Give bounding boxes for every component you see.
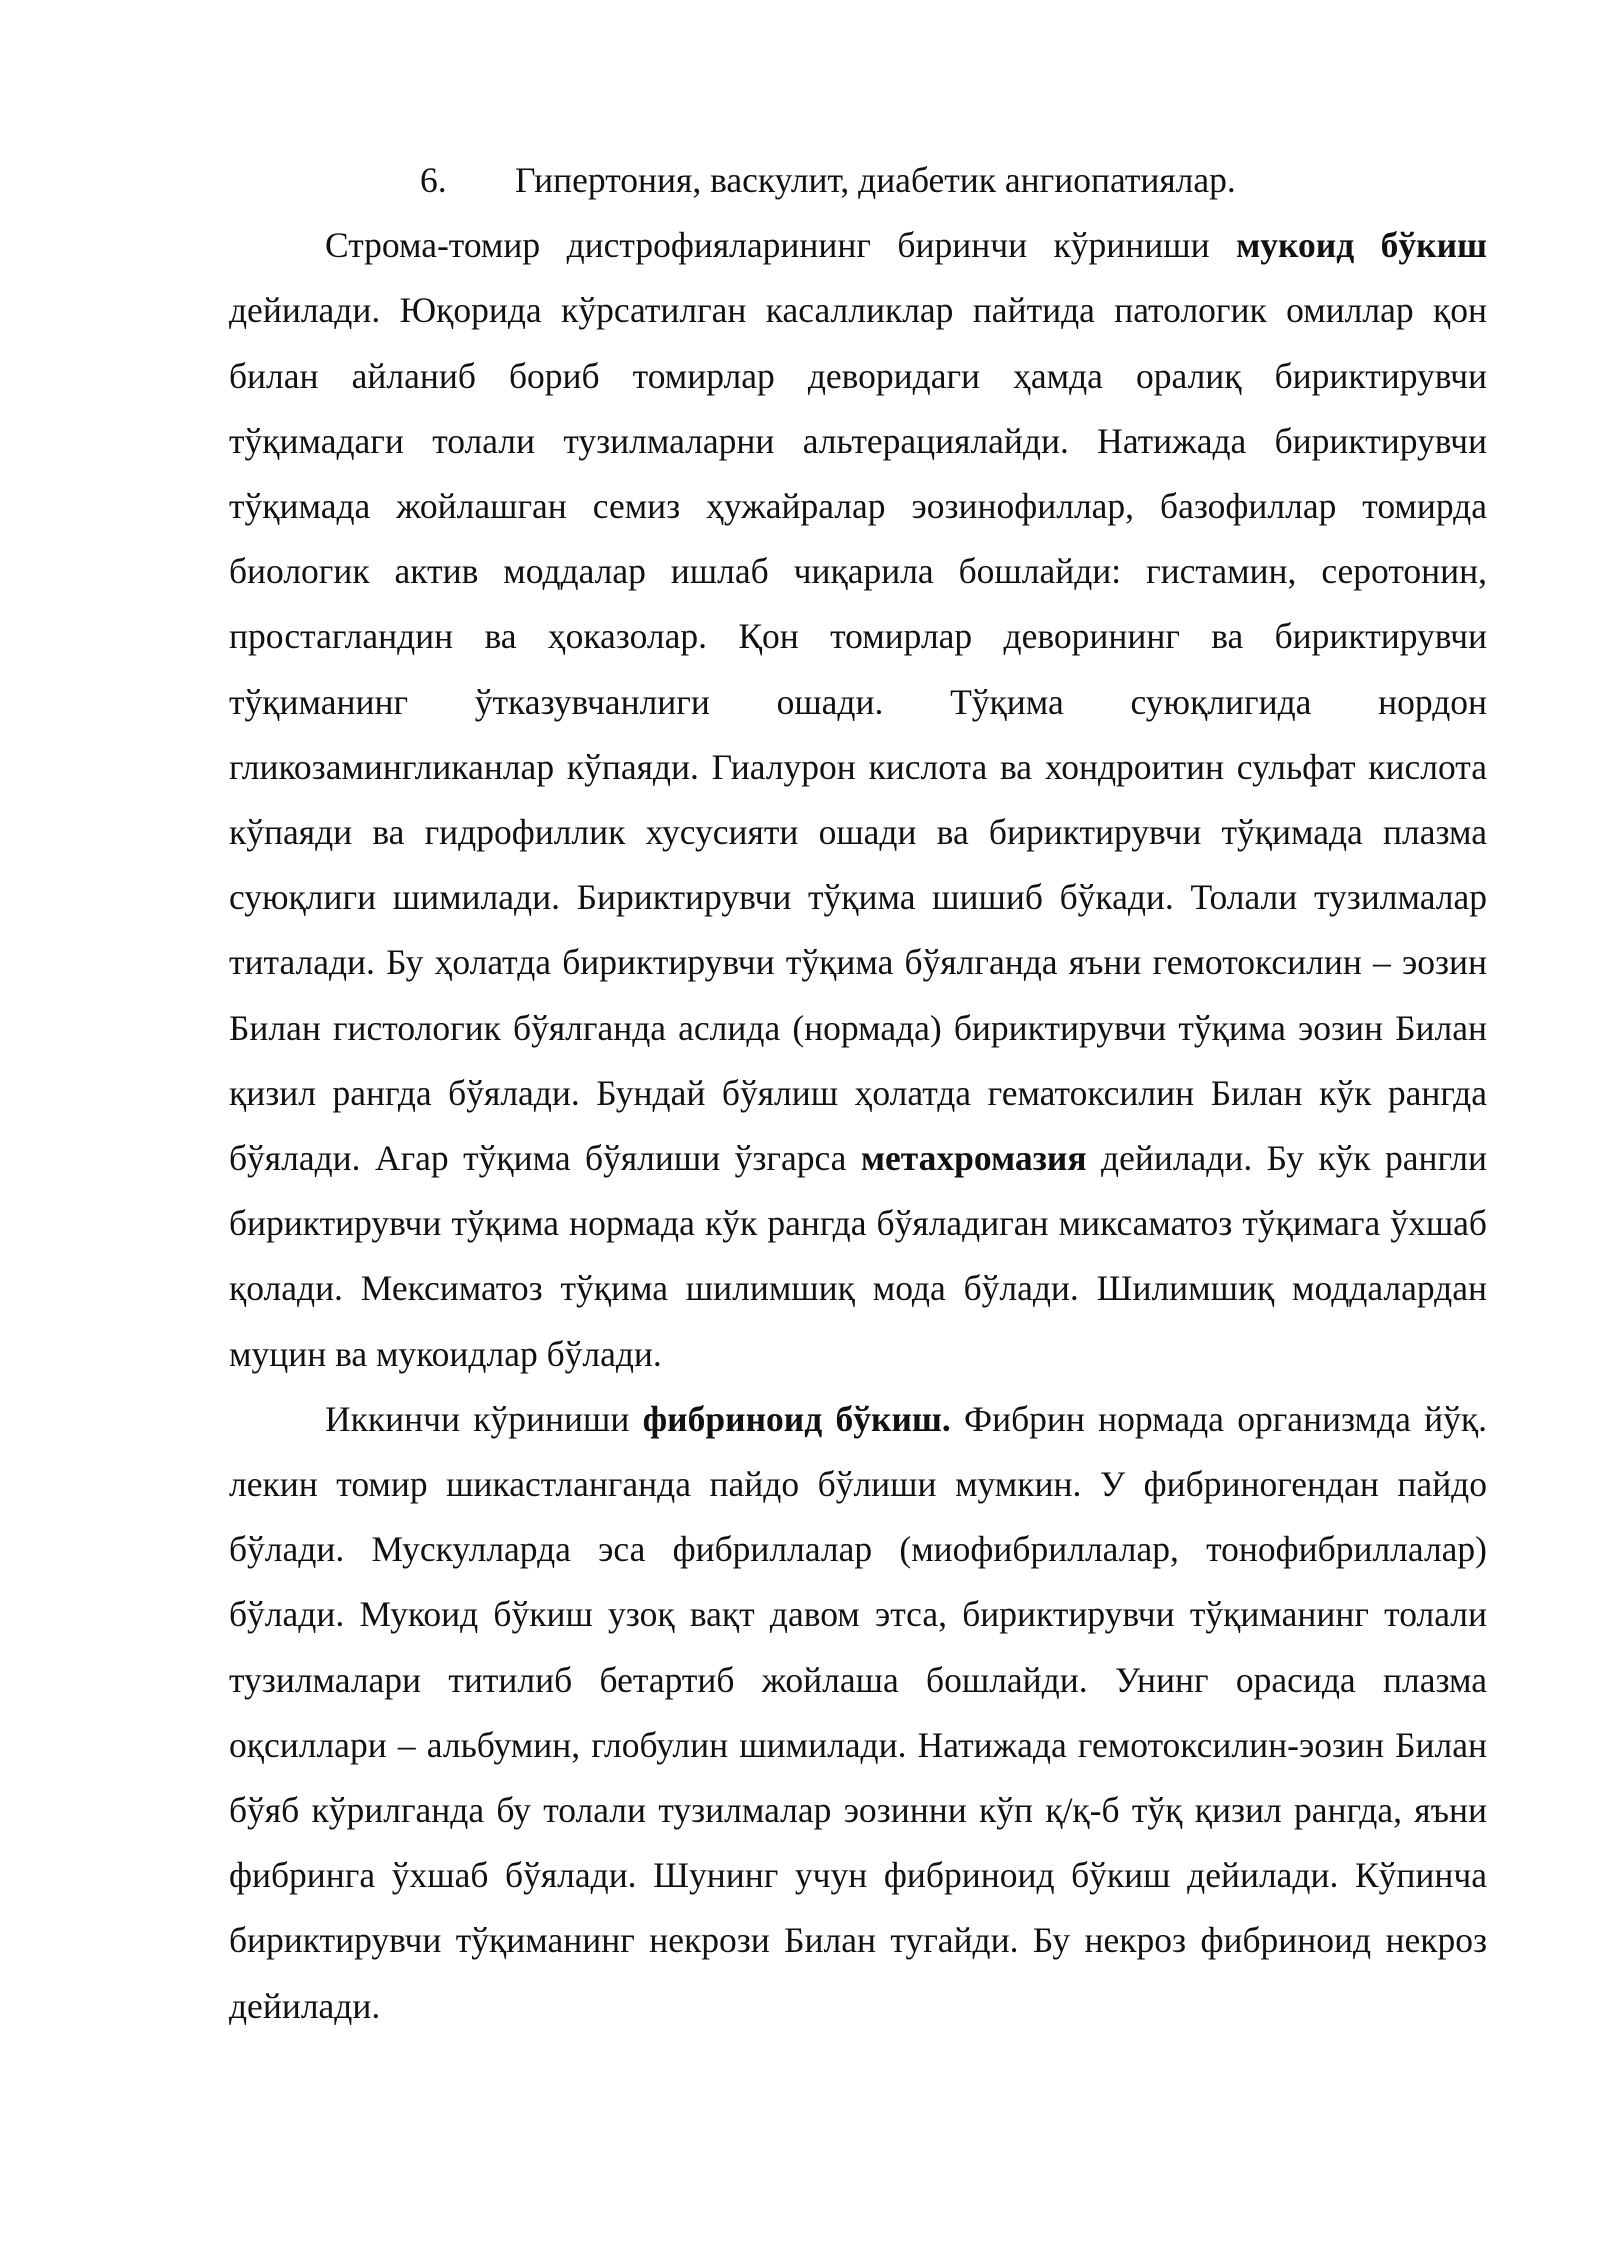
paragraph-1-text-2: дейилади. Юқорида кўрсатилган касалликлар пайтида патологик омиллар қон билан айланиб бориб томирлар деворидаги ҳамда оралиқ бириктирувчи тўқимадаги толали тузилмаларни альтерациялайди. Натижада бириктирувчи тўқимада жойлашган семиз ҳужайралар эозинофиллар, базофиллар томирда биологик актив моддалар ишлаб чиқарила бошлайди: гистамин, серотонин, простагландин ва ҳоказолар. Қон томирлар деворининг ва бириктирувчи тўқиманинг ўтказувчанлиги ошади. Тўқима суюқлигида нордон гликозамингликанлар кўпаяди. Гиалурон кислота ва хондроитин сульфат кислота кўпаяди ва гидрофиллик хусусияти ошади ва бириктирувчи тўқимада плазма суюқлиги шимилади. Бириктирувчи тўқима шишиб бўкади. Толали тузилмалар титалади. Бу ҳолатда бириктирувчи тўқима бўялганда яъни гемотоксилин – эозин Билан гистологик бўялганда аслида (нормада) бириктирувчи тўқима эозин Билан қизил рангда бўялади. Бундай бўялиш ҳолатда гематоксилин Билан кўк рангда бўялади. Агар тўқима бўялиши ўзгарса [229,290,1487,1179]
paragraph-1-text-1: Строма-томир дистрофияларининг биринчи кўриниши [325,225,1237,266]
page-content [229,148,1487,2039]
paragraph-1-text-3: дейилади. Бу кўк рангли бириктирувчи тўқима нормада кўк рангда бўяладиган миксаматоз тўқимага ўхшаб қолади. Мексиматоз тўқима шилимшиқ мода бўлади. Шилимшиқ моддалардан муцин ва мукоидлар бўлади. [229,1138,1487,1374]
paragraph-fibrinoid-swelling [229,1387,1487,2039]
term-metachromasia: метахромазия [860,1138,1087,1179]
list-item-number: 6. [420,160,447,200]
list-item-text: Гипертония, васкулит, диабетик ангиопатиялар. [515,160,1236,200]
numbered-list-item [229,148,1487,213]
term-fibrinoid-swelling: фибриноид бўкиш. [642,1398,951,1439]
paragraph-2-text-2: Фибрин нормада организмда йўқ. лекин томир шикастланганда пайдо бўлиши мумкин. У фибриногендан пайдо бўлади. Мускулларда эса фибриллалар (миофибриллалар, тонофибриллалар) бўлади. Мукоид бўкиш узоқ вақт давом этса, бириктирувчи тўқиманинг толали тузилмалари титилиб бетартиб жойлаша бошлайди. Унинг орасида плазма оқсиллари – альбумин, глобулин шимилади. Натижада гемотоксилин-эозин Билан бўяб кўрилганда бу толали тузилмалар эозинни кўп қ/қ-б тўқ қизил рангда, яъни фибринга ўхшаб бўялади. Шунинг учун фибриноид бўкиш дейилади. Кўпинча бириктирувчи тўқиманинг некрози Билан тугайди. Бу некроз фибриноид некроз дейилади. [229,1398,1487,2026]
paragraph-mucoid-swelling [229,213,1487,1387]
paragraph-2-text-1: Иккинчи кўриниши [325,1398,643,1439]
term-mucoid-swelling: мукоид бўкиш [1236,225,1487,266]
